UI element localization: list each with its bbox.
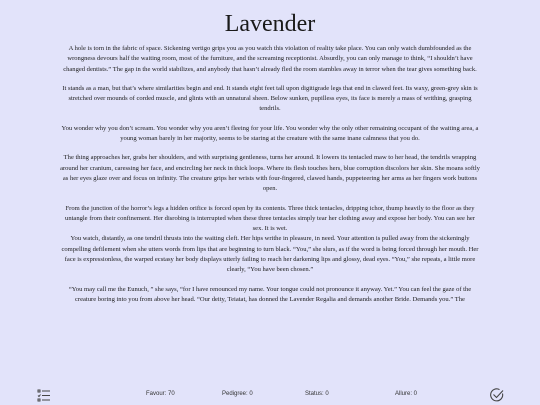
story-title: Lavender	[224, 11, 316, 37]
story-paragraph: The thing approaches her, grabs her shoulders, and with surprising gentleness, turns her around. It lowers its tentacled maw to her head, the tendrils wrapping around her cranium, caressing her face, and encircling her neck in thick loops. Where its flesh touches hers, blue corruption discolors her skin. She moans softly as her eyes glaze over and focus on infinity. The creature grips her wrists with four-fingered, clawed hands, puppeteering her arms as her fingers work buttons open.	[60, 154, 480, 193]
story-paragraph: A hole is torn in the fabric of space. Sickening vertigo grips you as you watch this violation of reality take place. You can only watch dumbfounded as the wrongness devours half the waiting room, most of the furniture, and the screaming receptionist. Absurdly, you can only manage to think, “I shouldn’t have changed dentists.” The gap in the world stabilizes, and anybody that hasn’t already fled the room stambles away in terror when the tear gives something back.	[63, 45, 477, 73]
story-paragraph: It stands as a man, but that’s where similarities begin and end. It stands eight feet tall upon digitigrade legs that end in clawed feet. Its waxy, green-grey skin is stretched over mounds of corded muscle, and glints with an unnatural sheen. Below sunken, pupilless eyes, its face is merely a mass of writhing, grasping tendrils.	[62, 84, 478, 113]
status-stat: Status: 0	[305, 391, 329, 397]
check-circle-icon[interactable]	[489, 387, 505, 403]
stats-bar	[0, 384, 540, 405]
menu-list-icon[interactable]	[36, 387, 52, 403]
story-paragraph: From the junction of the horror’s legs a hidden orifice is forced open by its contents. Three thick tentacles, dripping ichor, thump heavily to the floor as they untangle from their confinement. Her disrobing is interrupted when these three tentacles simply tear her clothing away and expose her body. You can see her sex. It is wet.	[65, 204, 475, 233]
allure-stat: Allure: 0	[395, 391, 418, 397]
story-text	[0, 44, 540, 305]
pedigree-stat: Pedigree: 0	[222, 391, 253, 397]
favour-stat: Favour: 70	[146, 391, 175, 397]
story-paragraph: You watch, distantly, as one tendril thrusts into the waiting cleft. Her hips writhe in pleasure, in need. Your attention is pulled away from the sickeningly compelling defilement when she utters words from lips that are beginning to turn black. “You,” she slurs, as if the word is being forced through her mouth. Her face is expressionless, the warped ecstasy her body displays utterly failing to reach her darkening lips and glossy, dead eyes. “You,” she repeats, a little more clearly, “You have been chosen.”	[61, 235, 479, 274]
story-paragraph: You wonder why you don’t scream. You wonder why you aren’t fleeing for your life. You wonder why the only other remaining occupant of the waiting area, a young woman barely in her majority, seems to be staring at the creature with the same inane calmness that you do.	[61, 124, 479, 143]
story-paragraph: “You may call me the Eunuch, ” she says, “for I have renounced my name. Your tongue could not pronounce it anyway. Yet.” You can feel the gaze of the creature boring into you from above her head. “Our deity, Teiatat, has donned the Lavender Regalia and demands another Bride. Demands you.” The	[68, 285, 472, 303]
